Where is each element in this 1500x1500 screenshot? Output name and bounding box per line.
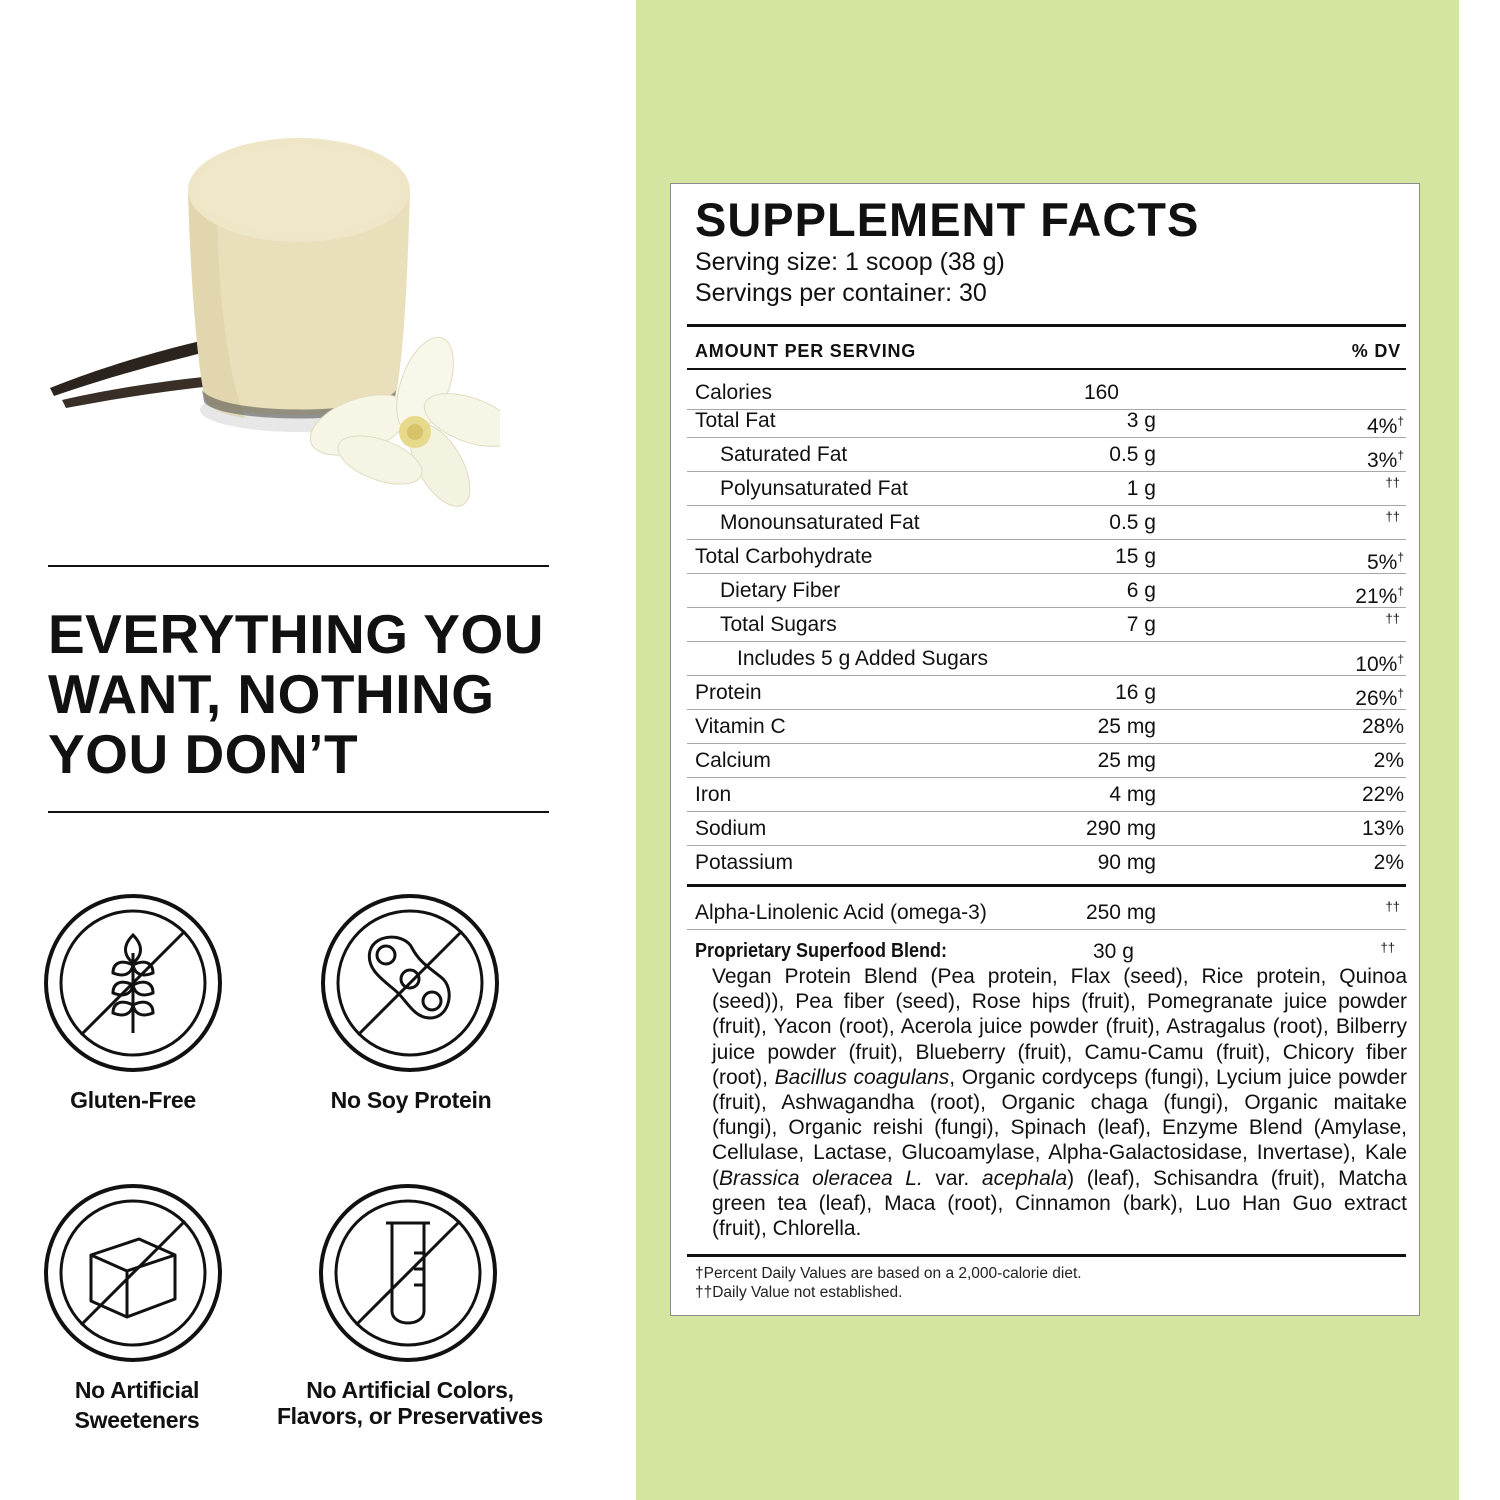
blend-amount: 30 g [1093,940,1134,963]
daily-value-percent: 13% [1361,817,1404,840]
daily-value [1355,680,1404,712]
serving-size: Serving size: 1 scoop (38 g) [695,248,1005,276]
footnote: †Percent Daily Values are based on a 2,000-calorie diet. [695,1265,1082,1282]
daily-value-percent: 4% [1366,415,1398,438]
blend-ingredients [712,964,1407,1241]
nutrient-row [687,744,1406,778]
dv-mark: † [1397,584,1404,598]
nutrient-amount: 290 mg [1085,817,1156,840]
thick-divider [687,1254,1406,1257]
thick-divider [687,884,1406,887]
daily-value-percent: 22% [1361,783,1404,806]
daily-value [1355,646,1404,678]
supplement-facts-panel [670,183,1420,1316]
blend-italic-segment: Bacillus coagulans [774,1065,950,1089]
footnote: ††Daily Value not established. [695,1284,903,1301]
blend-segment: ) (leaf), Schisandra (fruit), Matcha green tea (leaf), Maca (root), Cinnamon (bark), Luo Han Guo extract (fruit), Chlorella. [712,1166,1407,1241]
badge-label [23,1086,243,1114]
badge-label-line: Sweeteners [74,1407,200,1433]
badge-label [258,1376,562,1430]
badge-label-line: No Soy Protein [330,1087,492,1113]
nutrient-amount: 250 mg [1085,901,1156,924]
daily-value-percent: 5% [1366,551,1398,574]
nutrient-row [687,676,1406,710]
dv-mark: † [1397,550,1404,564]
nutrient-name: Iron [695,783,732,806]
daily-value [1367,544,1404,576]
daily-value [1367,442,1404,474]
nutrient-name: Sodium [695,817,767,840]
daily-value-percent: 3% [1366,449,1398,472]
nutrient-amount: 6 g [1126,579,1156,602]
nutrient-row [687,642,1406,676]
daily-value-percent: 10% [1355,653,1398,676]
nutrient-row [687,846,1406,880]
nutrient-amount: 15 g [1115,545,1156,568]
nutrient-amount: 0.5 g [1109,443,1156,466]
headline [48,604,568,784]
blend-italic-segment: Brassica oleracea L. [719,1166,923,1190]
nutrient-amount: 25 mg [1097,715,1156,738]
sugar-cube-icon [43,1183,223,1363]
nutrient-row [687,710,1406,744]
nutrient-row [687,438,1406,472]
nutrient-name: Calories [695,381,773,404]
thick-divider [687,324,1406,327]
daily-value [1362,714,1404,740]
daily-value-percent: 2% [1373,749,1404,772]
nutrient-row [687,574,1406,608]
wheat-icon [43,893,223,1073]
blend-name: Proprietary Superfood Blend: [695,940,948,962]
dv-mark: † [1397,448,1404,462]
daily-value [1362,816,1404,842]
daily-value-percent: 21% [1355,585,1398,608]
dv-mark: † [1397,652,1404,666]
badge-label-line: No Artificial [74,1377,200,1403]
nutrient-amount: 1 g [1126,477,1156,500]
nutrient-row [687,778,1406,812]
nutrient-amount: 0.5 g [1109,511,1156,534]
blend-italic-segment: acephala [981,1166,1068,1190]
nutrient-name: Calcium [695,749,771,772]
dv-mark: †† [1380,940,1395,955]
amount-per-serving-header: AMOUNT PER SERVING [695,341,917,361]
nutrient-amount: 4 mg [1109,783,1156,806]
nutrient-name: Polyunsaturated Fat [720,477,908,500]
badge-label [23,1376,251,1434]
bottom-divider [48,811,549,813]
nutrient-amount: 90 mg [1097,851,1156,874]
daily-value [1367,408,1404,440]
soybean-icon [320,893,500,1073]
nutrient-row [687,608,1406,642]
supplement-facts-title: SUPPLEMENT FACTS [695,193,1200,246]
badge-label-line: Flavors, or Preservatives [276,1403,544,1429]
nutrient-name: Includes 5 g Added Sugars [737,647,989,670]
blend-segment: var. [922,1166,982,1190]
badge-label-line: No Artificial Colors, [306,1377,514,1403]
daily-value [1362,782,1404,808]
headline-line: YOU DON’T [48,723,359,785]
nutrient-amount: 7 g [1126,613,1156,636]
nutrient-name: Total Carbohydrate [695,545,873,568]
right-margin [1459,0,1500,1500]
dv-header: % DV [1351,341,1401,361]
blend-segment: , Organic cordyceps (fungi), Lycium juice powder (fruit), Ashwagandha (root), Organic chaga (fungi), Organic maitake (fungi), Organic reishi (fungi), Spinach (leaf), Enzyme Blend (Amylase, Cellulase, Lactase, Glucoamylase, Alpha-Galactosidase, Invertase), Kale ( [712,1065,1408,1190]
vanilla-shake-image [40,120,500,520]
daily-value [1374,748,1404,774]
dv-mark: † [1397,414,1404,428]
nutrient-amount: 160 [1083,381,1119,404]
nutrient-row [687,472,1406,506]
nutrient-name: Monounsaturated Fat [720,511,920,534]
dv-mark: † [1397,686,1404,700]
badge-label [300,1086,522,1114]
headline-line: WANT, NOTHING [48,663,495,725]
nutrient-amount: 16 g [1115,681,1156,704]
nutrient-name: Alpha-Linolenic Acid (omega-3) [695,901,987,924]
servings-per-container: Servings per container: 30 [695,279,987,307]
blend-segment: Vegan Protein Blend (Pea protein, Flax (seed), Rice protein, Quinoa (seed)), Pea fiber (seed), Rose hips (fruit), Pomegranate juice powder (fruit), Yacon (root), Acerola juice powder (fruit), Astragalus (root), Bilberry juice powder (fruit), Blueberry (fruit), Camu-Camu (fruit), Chicory fiber (root), [712,965,1407,1089]
daily-value-percent: 28% [1361,715,1404,738]
nutrient-row [687,404,1406,438]
badge-label-line: Gluten-Free [70,1087,196,1113]
dv-mark: †† [1385,899,1400,914]
nutrient-amount: 25 mg [1097,749,1156,772]
daily-value [1374,850,1404,876]
daily-value [1355,578,1404,610]
headline-line: EVERYTHING YOU [48,603,544,665]
nutrient-amount: 3 g [1126,409,1156,432]
nutrient-name: Saturated Fat [720,443,848,466]
nutrient-row [687,812,1406,846]
omega-row [687,896,1406,930]
daily-value-percent: 26% [1355,687,1398,710]
nutrient-row [687,540,1406,574]
nutrient-name: Total Sugars [720,613,837,636]
nutrient-name: Potassium [695,851,794,874]
top-divider [48,565,549,567]
header-divider [687,368,1406,370]
nutrient-row [687,506,1406,540]
nutrient-name: Protein [695,681,762,704]
nutrient-name: Dietary Fiber [720,579,841,602]
nutrient-name: Vitamin C [695,715,786,738]
dv-mark: †† [1385,509,1400,524]
dv-mark: †† [1385,475,1400,490]
nutrient-name: Total Fat [695,409,776,432]
test-tube-icon [318,1183,498,1363]
dv-mark: †† [1385,611,1400,626]
daily-value-percent: 2% [1373,851,1404,874]
